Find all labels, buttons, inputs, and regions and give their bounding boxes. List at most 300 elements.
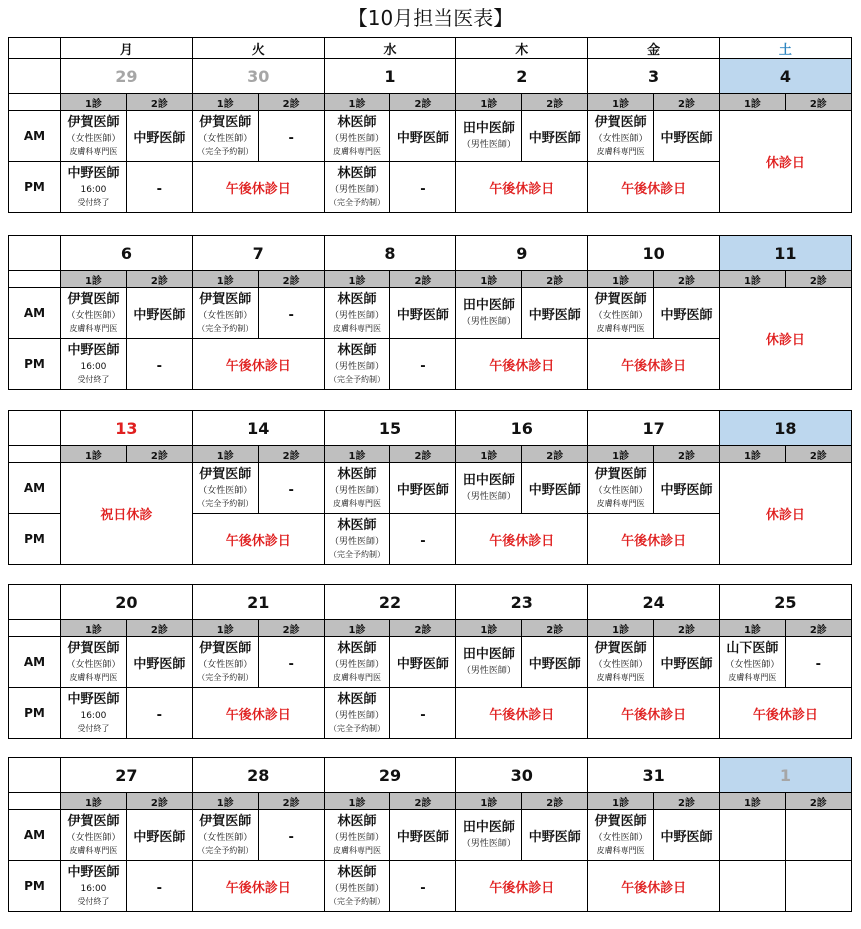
session-row xyxy=(9,271,852,288)
session-label: 1診 xyxy=(480,624,498,636)
tue-am-2 xyxy=(258,810,324,861)
am-row xyxy=(9,288,852,339)
sat-pm-1 xyxy=(719,861,785,912)
cell-text: 伊賀医師 xyxy=(594,813,647,829)
wed-pm-1 xyxy=(324,162,390,213)
session-2 xyxy=(522,271,588,288)
session-1 xyxy=(61,271,127,288)
fri-am-2 xyxy=(654,111,720,162)
doctor-cell xyxy=(588,815,653,855)
weekday-header xyxy=(192,38,324,59)
session-1 xyxy=(719,793,785,810)
date-number: 25 xyxy=(774,592,797,612)
cell-text: 田中医師 xyxy=(462,297,515,313)
date-number: 13 xyxy=(115,418,138,438)
cell-text: 伊賀医師 xyxy=(199,291,252,307)
session-1 xyxy=(192,620,258,637)
doctor-name: 中野医師 xyxy=(528,307,581,323)
doctor-name: 中野医師 xyxy=(133,130,186,146)
session-2 xyxy=(785,620,851,637)
wed-pm-2 xyxy=(390,162,456,213)
session-row xyxy=(9,793,852,810)
doctor-cell xyxy=(61,693,126,733)
mon-pm-1 xyxy=(61,162,127,213)
date-number: 30 xyxy=(247,66,270,86)
week-table xyxy=(8,584,852,739)
session-1 xyxy=(588,793,654,810)
cell-text: 伊賀医師 xyxy=(594,466,647,482)
doctor-cell xyxy=(325,519,390,559)
corner xyxy=(9,271,61,288)
date-number: 7 xyxy=(252,243,264,263)
thu-am-2 xyxy=(522,288,588,339)
thu-am-2 xyxy=(522,637,588,688)
session-label: 2診 xyxy=(809,98,827,110)
thu-am-1 xyxy=(456,637,522,688)
fri-am-1 xyxy=(588,111,654,162)
pm-label: PM xyxy=(24,532,45,546)
cell-text: 林医師 xyxy=(337,864,377,880)
date-row xyxy=(9,236,852,271)
session-label: 2診 xyxy=(809,624,827,636)
cell-text: （完全予約制） xyxy=(197,846,254,856)
am-row xyxy=(9,111,852,162)
cell-text: （男性医師） xyxy=(461,665,516,676)
wed-pm-1 xyxy=(324,688,390,739)
holiday-cell xyxy=(61,463,193,565)
date-number: 16 xyxy=(510,418,533,438)
cell-text: （完全予約制） xyxy=(197,147,254,157)
session-label: 2診 xyxy=(150,624,168,636)
date-number: 27 xyxy=(115,765,138,785)
thu-pm xyxy=(456,514,588,565)
session-label: 2診 xyxy=(546,797,564,809)
session-2 xyxy=(522,94,588,111)
session-2 xyxy=(258,271,324,288)
cell-text: 田中医師 xyxy=(462,472,515,488)
session-1 xyxy=(456,94,522,111)
dash: - xyxy=(420,533,426,549)
date-header xyxy=(324,585,456,620)
session-1 xyxy=(61,793,127,810)
date-row xyxy=(9,59,852,94)
session-label: 2診 xyxy=(678,797,696,809)
doctor-cell xyxy=(193,815,258,855)
cell-text: 16:00 xyxy=(80,883,107,894)
session-1 xyxy=(719,271,785,288)
cell-text: （男性医師） xyxy=(330,485,385,496)
am-cell xyxy=(9,463,61,514)
wed-am-1 xyxy=(324,637,390,688)
cell-text: 皮膚科専門医 xyxy=(333,499,382,509)
doctor-cell xyxy=(325,693,390,733)
thu-am-2 xyxy=(522,463,588,514)
weekday-header xyxy=(324,38,456,59)
tue-pm xyxy=(192,861,324,912)
cell-text: 伊賀医師 xyxy=(199,813,252,829)
session-label: 2診 xyxy=(150,98,168,110)
pm-closed-label: 午後休診日 xyxy=(752,707,818,723)
fri-am-1 xyxy=(588,463,654,514)
sat-am-2 xyxy=(785,810,851,861)
date-number: 15 xyxy=(378,418,402,438)
date-header xyxy=(324,236,456,271)
am-label: AM xyxy=(23,306,46,320)
session-1 xyxy=(192,94,258,111)
dash: - xyxy=(815,656,822,672)
weekday-label: 土 xyxy=(778,42,792,58)
session-label: 2診 xyxy=(414,98,432,110)
doctor-cell xyxy=(588,116,653,156)
date-header xyxy=(324,758,456,793)
sat-closed-cell xyxy=(719,463,851,565)
weekday-row xyxy=(9,38,852,59)
doctor-name: 中野医師 xyxy=(528,482,581,498)
session-label: 1診 xyxy=(216,275,234,287)
session-2 xyxy=(785,446,851,463)
session-2 xyxy=(126,271,192,288)
session-label: 2診 xyxy=(150,797,168,809)
doctor-name: 中野医師 xyxy=(660,307,713,323)
session-1 xyxy=(61,446,127,463)
fri-am-2 xyxy=(654,810,720,861)
cell-text: 伊賀医師 xyxy=(67,640,120,656)
mon-am-2 xyxy=(126,111,192,162)
session-2 xyxy=(785,94,851,111)
session-2 xyxy=(522,620,588,637)
cell-text: （女性医師） xyxy=(198,659,253,670)
session-1 xyxy=(324,446,390,463)
date-number: 17 xyxy=(642,418,665,438)
dash: - xyxy=(288,829,294,845)
session-label: 2診 xyxy=(809,275,827,287)
pm-closed-label: 午後休診日 xyxy=(225,707,291,723)
session-label: 1診 xyxy=(480,275,498,287)
date-header xyxy=(61,411,193,446)
pm-closed-label: 午後休診日 xyxy=(621,533,687,549)
doctor-name: 中野医師 xyxy=(396,130,449,146)
cell-text: （女性医師） xyxy=(593,659,648,670)
date-number: 11 xyxy=(774,243,797,263)
wed-am-2 xyxy=(390,810,456,861)
cell-text: （完全予約制） xyxy=(329,550,386,560)
thu-am-1 xyxy=(456,288,522,339)
doctor-name: 中野医師 xyxy=(528,130,581,146)
cell-text: （女性医師） xyxy=(725,659,780,670)
fri-am-2 xyxy=(654,637,720,688)
doctor-cell xyxy=(61,815,126,855)
date-number: 30 xyxy=(510,765,533,785)
doctor-name: 中野医師 xyxy=(660,482,713,498)
dash: - xyxy=(288,656,294,672)
date-number: 21 xyxy=(247,592,270,612)
session-1 xyxy=(456,620,522,637)
corner xyxy=(9,236,61,271)
weekday-header xyxy=(456,38,588,59)
session-label: 2診 xyxy=(546,624,564,636)
closed-label: 休診日 xyxy=(765,508,805,523)
session-2 xyxy=(258,620,324,637)
dash: - xyxy=(420,181,426,197)
sat-am-2 xyxy=(785,637,851,688)
cell-text: 皮膚科専門医 xyxy=(333,324,382,334)
date-header xyxy=(719,411,851,446)
corner xyxy=(9,411,61,446)
session-label: 2診 xyxy=(414,797,432,809)
date-header xyxy=(456,411,588,446)
session-1 xyxy=(719,94,785,111)
cell-text: 伊賀医師 xyxy=(199,466,252,482)
pm-closed-label: 午後休診日 xyxy=(621,880,687,896)
cell-text: （男性医師） xyxy=(461,838,516,849)
cell-text: （完全予約制） xyxy=(329,198,386,208)
sat-am-1 xyxy=(719,810,785,861)
pm-cell xyxy=(9,861,61,912)
tue-pm xyxy=(192,514,324,565)
date-header xyxy=(61,236,193,271)
pm-cell xyxy=(9,162,61,213)
week-table xyxy=(8,235,852,390)
session-1 xyxy=(192,793,258,810)
wed-pm-2 xyxy=(390,861,456,912)
doctor-cell xyxy=(456,474,521,502)
doctor-cell xyxy=(61,866,126,906)
thu-pm xyxy=(456,339,588,390)
pm-closed-label: 午後休診日 xyxy=(621,358,687,374)
doctor-name: 中野医師 xyxy=(396,829,449,845)
tue-am-1 xyxy=(192,810,258,861)
session-1 xyxy=(324,620,390,637)
session-label: 1診 xyxy=(348,624,366,636)
cell-text: 皮膚科専門医 xyxy=(728,673,777,683)
cell-text: 林医師 xyxy=(337,691,377,707)
session-label: 2診 xyxy=(414,450,432,462)
wed-pm-2 xyxy=(390,514,456,565)
cell-text: （男性医師） xyxy=(330,310,385,321)
session-2 xyxy=(654,793,720,810)
date-header xyxy=(456,236,588,271)
date-header xyxy=(456,758,588,793)
session-label: 1診 xyxy=(743,797,761,809)
date-header xyxy=(61,585,193,620)
session-row xyxy=(9,446,852,463)
session-1 xyxy=(588,94,654,111)
session-label: 2診 xyxy=(282,450,300,462)
cell-text: （男性医師） xyxy=(330,536,385,547)
doctor-cell xyxy=(588,293,653,333)
mon-pm-2 xyxy=(126,688,192,739)
session-2 xyxy=(654,620,720,637)
corner xyxy=(9,94,61,111)
date-number: 1 xyxy=(384,66,396,86)
fri-pm xyxy=(588,162,720,213)
wed-am-2 xyxy=(390,288,456,339)
corner xyxy=(9,585,61,620)
cell-text: 伊賀医師 xyxy=(199,640,252,656)
thu-am-1 xyxy=(456,463,522,514)
cell-text: 皮膚科専門医 xyxy=(596,673,645,683)
date-number: 23 xyxy=(510,592,533,612)
session-label: 2診 xyxy=(678,275,696,287)
cell-text: 16:00 xyxy=(80,184,107,195)
cell-text: 中野医師 xyxy=(67,864,120,880)
wed-pm-1 xyxy=(324,514,390,565)
session-label: 1診 xyxy=(743,275,761,287)
date-row xyxy=(9,585,852,620)
wed-am-1 xyxy=(324,288,390,339)
session-1 xyxy=(719,446,785,463)
cell-text: 伊賀医師 xyxy=(67,813,120,829)
date-header xyxy=(719,758,851,793)
fri-am-1 xyxy=(588,810,654,861)
date-number: 8 xyxy=(384,243,396,263)
session-label: 1診 xyxy=(216,98,234,110)
tue-am-1 xyxy=(192,637,258,688)
session-label: 2診 xyxy=(678,98,696,110)
thu-am-2 xyxy=(522,810,588,861)
session-label: 1診 xyxy=(612,450,630,462)
cell-text: 田中医師 xyxy=(462,819,515,835)
doctor-name: 中野医師 xyxy=(133,829,186,845)
tue-pm xyxy=(192,339,324,390)
am-row xyxy=(9,810,852,861)
pm-cell xyxy=(9,339,61,390)
wed-am-2 xyxy=(390,463,456,514)
dash: - xyxy=(288,307,294,323)
cell-text: 林医師 xyxy=(337,466,377,482)
pm-closed-label: 午後休診日 xyxy=(489,880,555,896)
date-number: 29 xyxy=(378,765,402,785)
pm-closed-label: 午後休診日 xyxy=(225,533,291,549)
session-label: 2診 xyxy=(150,450,168,462)
session-2 xyxy=(390,271,456,288)
date-header xyxy=(719,236,851,271)
cell-text: （完全予約制） xyxy=(197,499,254,509)
dash: - xyxy=(156,181,163,197)
am-label: AM xyxy=(23,129,46,143)
session-1 xyxy=(456,271,522,288)
cell-text: （女性医師） xyxy=(66,310,121,321)
doctor-name: 中野医師 xyxy=(133,307,186,323)
session-1 xyxy=(61,94,127,111)
cell-text: 林医師 xyxy=(337,517,377,533)
session-label: 1診 xyxy=(348,797,366,809)
session-label: 1診 xyxy=(348,450,366,462)
cell-text: 山下医師 xyxy=(726,640,779,656)
session-label: 1診 xyxy=(84,98,102,110)
session-label: 1診 xyxy=(84,624,102,636)
thu-pm xyxy=(456,688,588,739)
cell-text: （女性医師） xyxy=(593,485,648,496)
mon-am-1 xyxy=(61,288,127,339)
cell-text: （女性医師） xyxy=(198,310,253,321)
session-label: 1診 xyxy=(612,797,630,809)
session-2 xyxy=(126,94,192,111)
date-row xyxy=(9,411,852,446)
date-header xyxy=(588,411,720,446)
closed-label: 休診日 xyxy=(765,333,805,348)
wed-am-2 xyxy=(390,111,456,162)
session-1 xyxy=(324,271,390,288)
date-number: 20 xyxy=(115,592,138,612)
date-header xyxy=(588,758,720,793)
session-1 xyxy=(456,446,522,463)
cell-text: 伊賀医師 xyxy=(199,114,252,130)
mon-pm-2 xyxy=(126,339,192,390)
pm-label: PM xyxy=(24,706,45,720)
cell-text: （女性医師） xyxy=(593,133,648,144)
page-title: 【10月担当医表】 xyxy=(347,6,514,30)
doctor-name: 中野医師 xyxy=(528,656,581,672)
doctor-name: 中野医師 xyxy=(396,307,449,323)
thu-am-1 xyxy=(456,810,522,861)
date-header xyxy=(192,411,324,446)
cell-text: 16:00 xyxy=(80,710,107,721)
cell-text: （女性医師） xyxy=(66,832,121,843)
date-header xyxy=(588,236,720,271)
date-header xyxy=(588,59,720,94)
doctor-cell xyxy=(61,642,126,682)
cell-text: 16:00 xyxy=(80,361,107,372)
doctor-cell xyxy=(325,468,390,508)
wed-pm-2 xyxy=(390,339,456,390)
doctor-cell xyxy=(61,116,126,156)
cell-text: 林医師 xyxy=(337,114,377,130)
dash: - xyxy=(288,130,294,146)
doctor-cell xyxy=(193,293,258,333)
date-number: 14 xyxy=(247,418,270,438)
weekday-header xyxy=(61,38,193,59)
fri-am-2 xyxy=(654,288,720,339)
date-header xyxy=(588,585,720,620)
session-label: 2診 xyxy=(809,450,827,462)
dash: - xyxy=(420,880,426,896)
dash: - xyxy=(156,880,163,896)
cell-text: 皮膚科専門医 xyxy=(69,147,118,157)
session-2 xyxy=(654,271,720,288)
session-label: 1診 xyxy=(84,450,102,462)
doctor-cell xyxy=(193,116,258,156)
pm-label: PM xyxy=(24,180,45,194)
corner xyxy=(9,59,61,94)
date-header xyxy=(192,236,324,271)
sat-closed-cell xyxy=(719,288,851,390)
doctor-cell xyxy=(325,642,390,682)
weekday-label: 火 xyxy=(251,42,265,58)
session-label: 1診 xyxy=(84,275,102,287)
mon-am-1 xyxy=(61,111,127,162)
session-1 xyxy=(324,94,390,111)
date-header xyxy=(456,585,588,620)
mon-am-1 xyxy=(61,810,127,861)
doctor-cell xyxy=(456,122,521,150)
session-2 xyxy=(126,793,192,810)
cell-text: 皮膚科専門医 xyxy=(333,846,382,856)
session-2 xyxy=(258,94,324,111)
cell-text: 皮膚科専門医 xyxy=(596,147,645,157)
doctor-cell xyxy=(325,344,390,384)
session-1 xyxy=(192,271,258,288)
mon-am-2 xyxy=(126,810,192,861)
session-label: 1診 xyxy=(84,797,102,809)
date-header xyxy=(719,59,851,94)
tue-am-2 xyxy=(258,111,324,162)
session-2 xyxy=(390,94,456,111)
cell-text: 中野医師 xyxy=(67,165,120,181)
cell-text: 皮膚科専門医 xyxy=(596,499,645,509)
session-label: 2診 xyxy=(678,450,696,462)
thu-pm xyxy=(456,162,588,213)
